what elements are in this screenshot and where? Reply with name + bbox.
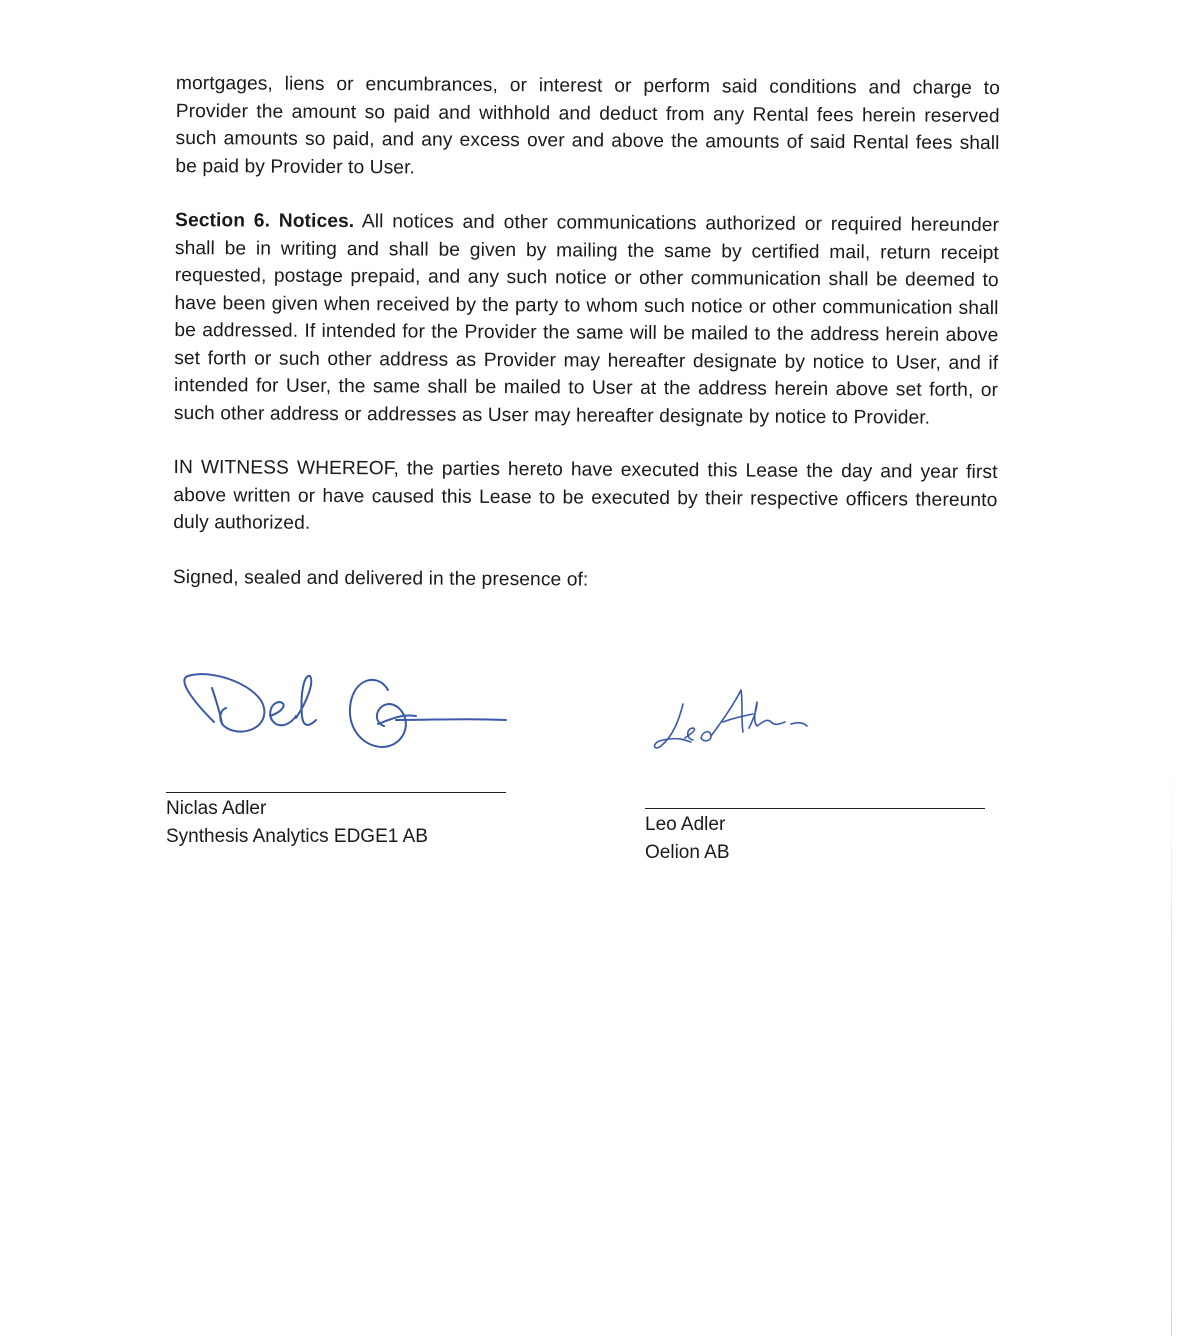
- signature-line-left: [166, 792, 506, 793]
- section-6-heading: Section 6. Notices.: [175, 209, 355, 233]
- signatory-company-left: Synthesis Analytics EDGE1 AB: [166, 826, 428, 847]
- signatory-name-left: Niclas Adler: [166, 798, 267, 819]
- signature-line-right: [645, 808, 985, 809]
- signature-niclas-adler: [166, 660, 508, 770]
- signature-leo-adler: [645, 680, 987, 790]
- signatory-name-right: Leo Adler: [645, 814, 726, 835]
- signature-block-right: [645, 680, 987, 867]
- signed-statement: Signed, sealed and delivered in the presence of:: [172, 566, 589, 591]
- scan-edge-shadow: [1171, 760, 1172, 1336]
- witness-paragraph: IN WITNESS WHEREOF, the parties hereto have executed this Lease the day and year first above written or have caused this Lease to be executed by their respective officers thereunto duly authorized.: [173, 456, 998, 534]
- document-body: [173, 70, 1000, 596]
- signatory-company-right: Oelion AB: [645, 842, 730, 863]
- section-6-notices: [174, 207, 999, 432]
- section-6-body: All notices and other communications authorized or required hereunder shall be in writing and shall be given by mailing the same by certified mail, return receipt requested, postage prepaid, and any such notice or other communication shall be deemed to have been given when received by the party to whom such notice or other communication shall be addressed. If intended for the Provider the same will be mailed to the address herein above set forth or such other address as Provider may hereafter designate by notice to User, and if intended for User, the same shall be mailed to User at the address herein above set forth, or such other address or addresses as User may hereafter designate by notice to Provider.: [173, 211, 1000, 429]
- paragraph-continuation: mortgages, liens or encumbrances, or interest or perform said conditions and charge to Provider the amount so paid and withhold and deduct from any Rental fees herein reserved such amounts so paid, and any excess over and above the amounts of said Rental fees shall be paid by Provider to User.: [175, 72, 1000, 178]
- signature-block-left: [166, 660, 508, 851]
